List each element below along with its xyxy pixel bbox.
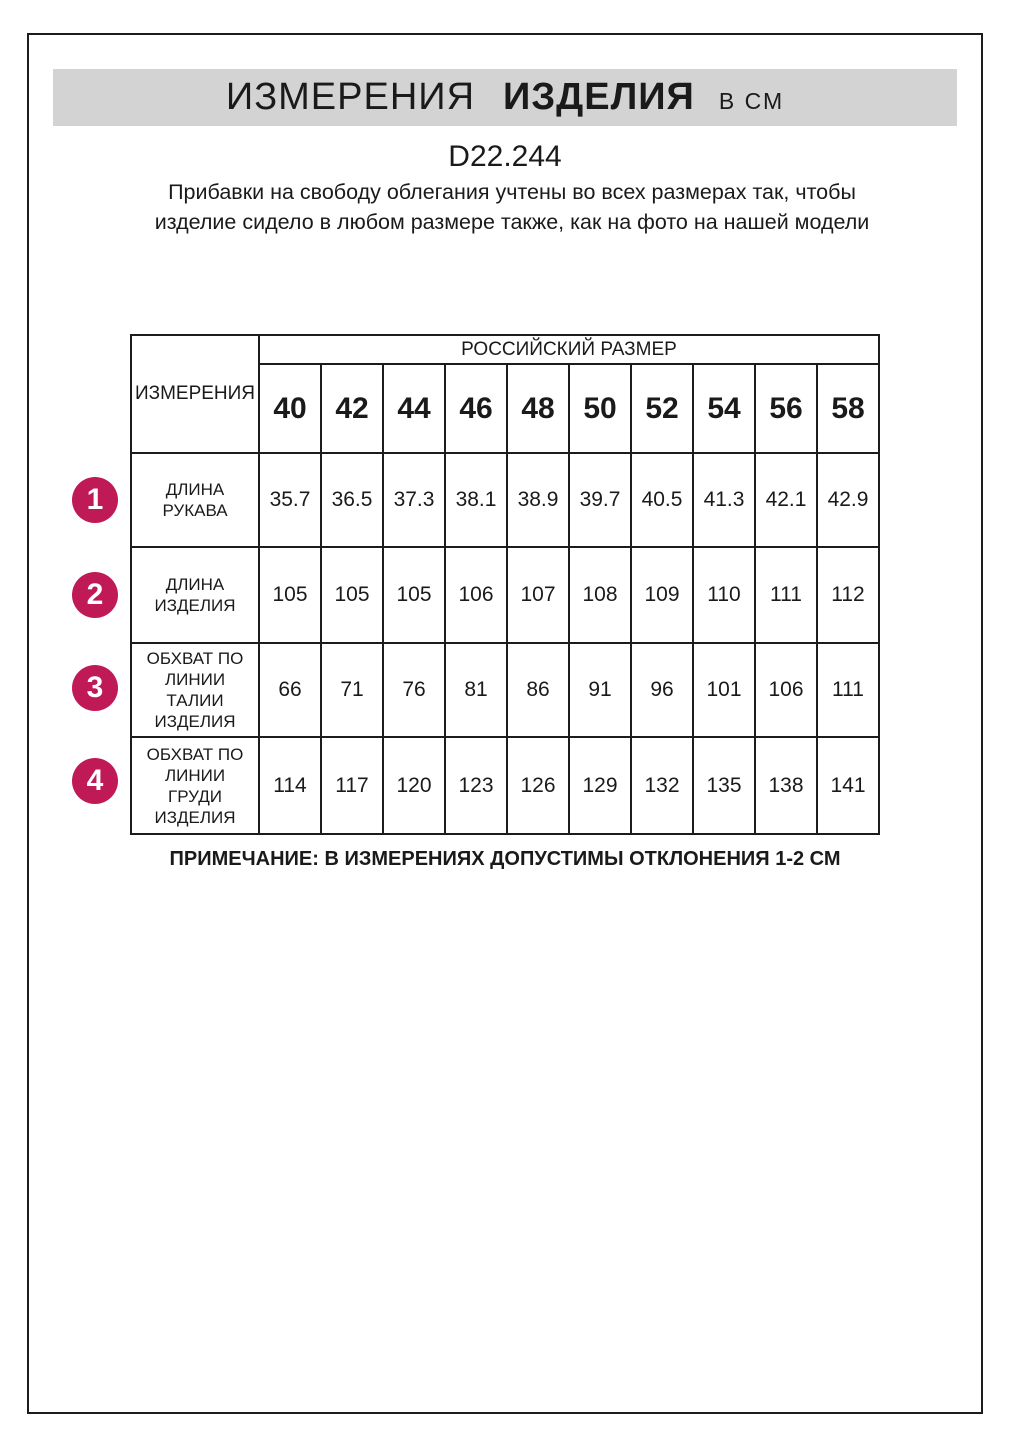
footer-note: ПРИМЕЧАНИЕ: В ИЗМЕРЕНИЯХ ДОПУСТИМЫ ОТКЛОНЕНИЯ 1-2 СМ (169, 848, 841, 870)
row-label: ОБХВАТ ПО ЛИНИИ ГРУДИ ИЗДЕЛИЯ (131, 737, 259, 834)
value-cell: 71 (321, 643, 383, 737)
marker-number: 1 (86, 483, 104, 516)
value-cell: 42.1 (755, 453, 817, 547)
value-cell: 96 (631, 643, 693, 737)
value-cell: 86 (507, 643, 569, 737)
size-cell: 56 (755, 364, 817, 453)
value-cell: 112 (817, 547, 879, 643)
value-cell: 35.7 (259, 453, 321, 547)
table-row-waist-girth (131, 643, 879, 737)
corner-label-cell: ИЗМЕРЕНИЯ (131, 335, 259, 453)
title-unit: В СМ (718, 88, 785, 114)
value-cell: 40.5 (631, 453, 693, 547)
value-cell: 101 (693, 643, 755, 737)
row-number-marker-1 (72, 477, 118, 523)
title-bar (53, 69, 957, 126)
value-cell: 91 (569, 643, 631, 737)
value-cell: 108 (569, 547, 631, 643)
table-row-sleeve-length (131, 453, 879, 547)
row-number-marker-4 (72, 758, 118, 804)
value-cell: 42.9 (817, 453, 879, 547)
value-cell: 107 (507, 547, 569, 643)
value-cell: 111 (817, 643, 879, 737)
value-cell: 38.9 (507, 453, 569, 547)
marker-number: 3 (86, 671, 104, 704)
value-cell: 36.5 (321, 453, 383, 547)
value-cell: 105 (321, 547, 383, 643)
size-cell: 52 (631, 364, 693, 453)
value-cell: 138 (755, 737, 817, 834)
title-product: ИЗДЕЛИЯ (503, 76, 695, 118)
marker-number: 4 (86, 764, 104, 797)
size-cell: 54 (693, 364, 755, 453)
row-label: ДЛИНА РУКАВА (131, 453, 259, 547)
value-cell: 41.3 (693, 453, 755, 547)
value-cell: 105 (383, 547, 445, 643)
value-cell: 37.3 (383, 453, 445, 547)
size-cell: 40 (259, 364, 321, 453)
value-cell: 120 (383, 737, 445, 834)
value-cell: 126 (507, 737, 569, 834)
value-cell: 81 (445, 643, 507, 737)
measurements-table (130, 334, 880, 835)
title-measurements: ИЗМЕРЕНИЯ (225, 76, 476, 118)
value-cell: 141 (817, 737, 879, 834)
value-cell: 76 (383, 643, 445, 737)
value-cell: 135 (693, 737, 755, 834)
value-cell: 38.1 (445, 453, 507, 547)
size-cell: 42 (321, 364, 383, 453)
size-cell: 44 (383, 364, 445, 453)
row-label: ДЛИНА ИЗДЕЛИЯ (131, 547, 259, 643)
table-row-item-length (131, 547, 879, 643)
table-row-chest-girth (131, 737, 879, 834)
value-cell: 66 (259, 643, 321, 737)
value-cell: 110 (693, 547, 755, 643)
row-label: ОБХВАТ ПО ЛИНИИ ТАЛИИ ИЗДЕЛИЯ (131, 643, 259, 737)
product-description: Прибавки на свободу облегания учтены во всех размерах так, чтобы изделие сидело в любом размере также, как на фото на нашей модели (154, 180, 870, 234)
value-cell: 39.7 (569, 453, 631, 547)
value-cell: 114 (259, 737, 321, 834)
size-cell: 46 (445, 364, 507, 453)
size-cell: 58 (817, 364, 879, 453)
size-group-header-cell: РОССИЙСКИЙ РАЗМЕР (259, 335, 879, 364)
table-header-row-group (131, 335, 879, 364)
value-cell: 109 (631, 547, 693, 643)
value-cell: 132 (631, 737, 693, 834)
value-cell: 123 (445, 737, 507, 834)
marker-number: 2 (86, 578, 104, 611)
value-cell: 106 (445, 547, 507, 643)
size-cell: 48 (507, 364, 569, 453)
row-number-marker-3 (72, 665, 118, 711)
value-cell: 105 (259, 547, 321, 643)
page-title (226, 76, 784, 119)
value-cell: 117 (321, 737, 383, 834)
row-number-marker-2 (72, 572, 118, 618)
size-cell: 50 (569, 364, 631, 453)
value-cell: 111 (755, 547, 817, 643)
product-code: D22.244 (448, 140, 562, 173)
value-cell: 129 (569, 737, 631, 834)
value-cell: 106 (755, 643, 817, 737)
